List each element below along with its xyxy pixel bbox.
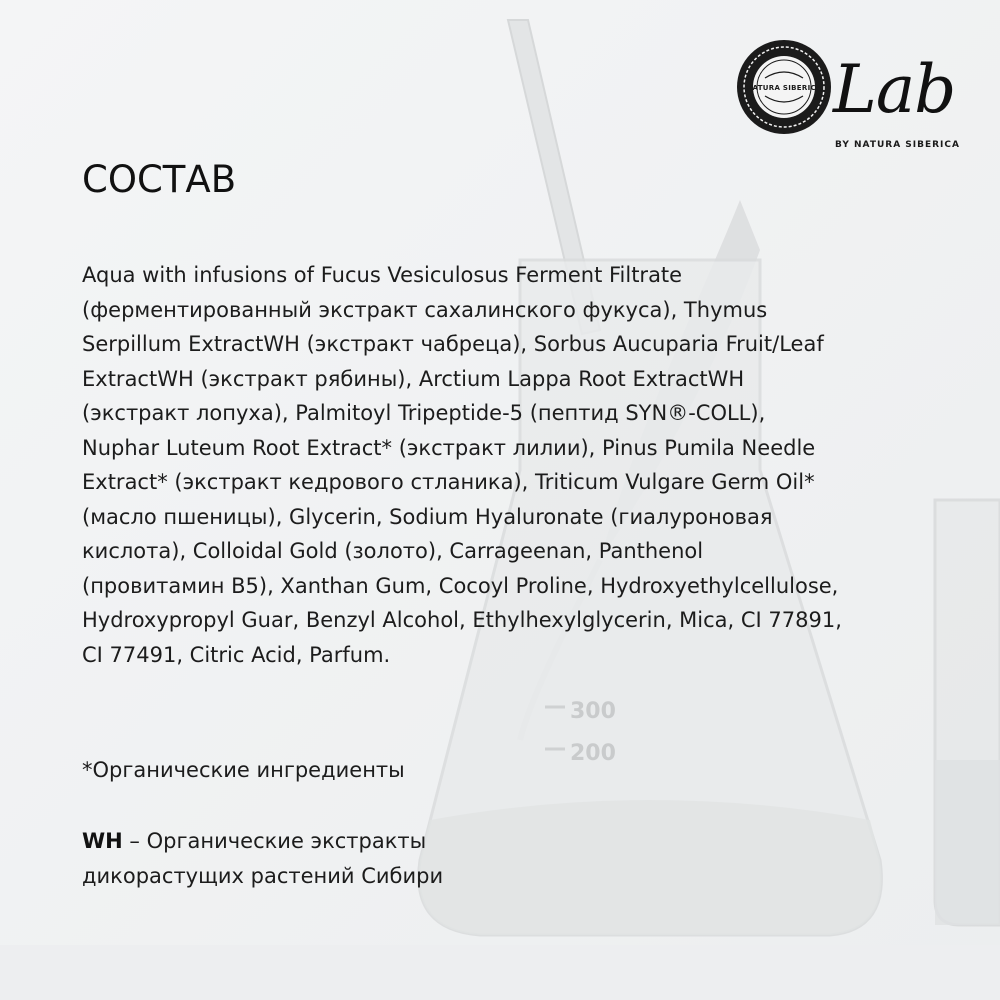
page-title: СОСТАВ (82, 158, 237, 201)
emblem-text: NATURA SIBERICA (746, 84, 822, 92)
wh-description: – Органические экстракты дикорастущих растений Сибири (82, 829, 444, 888)
brand-logo (735, 38, 965, 158)
natura-siberica-emblem-icon (735, 38, 833, 136)
beaker-mark-200: 200 (570, 741, 616, 766)
wh-label: WH (82, 829, 123, 853)
ingredients-text: Aqua with infusions of Fucus Vesiculosus Ferment Filtrate (ферментированный экстракт сахалинского фукуса), Thymus Serpillum ExtractWH (экстракт чабреца), Sorbus Aucuparia Fruit/Leaf ExtractWH (экстракт рябины), Arctium Lappa Root ExtractWH (экстракт лопуха), Palmitoyl Tripeptide-5 (пептид SYN®-COLL), Nuphar Luteum Root Extract* (экстракт лилии), Pinus Pumila Needle Extract* (экстракт кедрового стланика), Triticum Vulgare Germ Oil* (масло пшеницы), Glycerin, Sodium Hyaluronate (гиалуроновая кислота), Colloidal Gold (золото), Carrageenan, Panthenol (провитамин B5), Xanthan Gum, Cocoyl Proline, Hydroxyethylcellulose, Hydroxypropyl Guar, Benzyl Alcohol, Ethylhexylglycerin, Mica, CI 77891, CI 77491, Citric Acid, Parfum. (82, 263, 842, 667)
wh-footnote (82, 824, 562, 893)
logo-lab-text: Lab (833, 51, 956, 128)
organic-footnote: *Органические ингредиенты (82, 758, 405, 782)
logo-subtitle: BY NATURA SIBERICA (835, 140, 960, 150)
beaker-mark-300: 300 (570, 699, 616, 724)
